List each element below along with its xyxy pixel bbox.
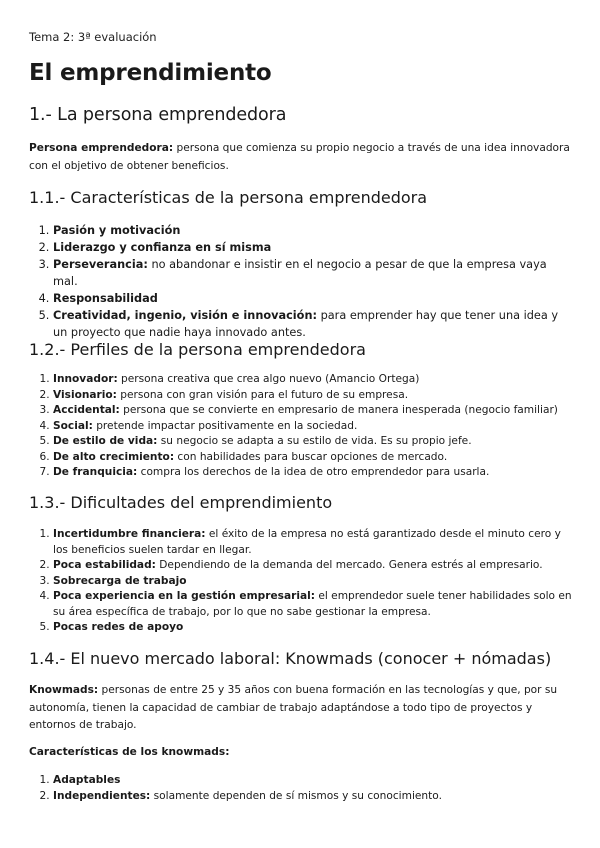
profiles-list — [29, 372, 573, 481]
list-item-text: el emprendedor suele tener habilidades solo en su área específica de trabajo, por lo que no sabe gestionar la empresa. — [53, 590, 572, 618]
list-item — [53, 465, 573, 481]
list-item-term: Visionario: — [53, 388, 117, 401]
list-item-term: Poca estabilidad: — [53, 559, 156, 571]
list-item — [53, 307, 573, 341]
list-item — [53, 527, 573, 558]
list-item — [53, 222, 573, 239]
list-item-term: Pocas redes de apoyo — [53, 621, 184, 633]
list-item-text: persona creativa que crea algo nuevo (Amancio Ortega) — [117, 373, 420, 385]
section-heading-1-3: 1.3.- Dificultades del emprendimiento — [29, 493, 333, 512]
list-item-term: Liderazgo y confianza en sí misma — [53, 241, 272, 254]
list-item — [53, 419, 573, 435]
list-item — [53, 388, 573, 404]
characteristics-list — [29, 222, 573, 341]
difficulties-list — [29, 527, 573, 636]
section-heading-1-1: 1.1.- Características de la persona emprendedora — [29, 188, 428, 207]
list-item-text: persona que se convierte en empresario de manera inesperada (negocio familiar) — [119, 404, 558, 416]
list-item-text: el éxito de la empresa no está garantizado desde el minuto cero y los beneficios suelen tardar en llegar. — [53, 528, 561, 556]
list-item — [53, 773, 573, 789]
list-item-term: Innovador: — [53, 373, 118, 385]
list-item-term: De franquicia: — [53, 466, 138, 478]
section-heading-1: 1.- La persona emprendedora — [29, 105, 287, 125]
list-item-text: con habilidades para buscar opciones de mercado. — [174, 450, 448, 463]
list-item-term: Creatividad, ingenio, visión e innovación: — [53, 309, 317, 322]
list-item — [53, 372, 573, 388]
list-item-term: Responsabilidad — [53, 292, 158, 305]
list-item-term: Incertidumbre financiera: — [53, 528, 206, 540]
definition-paragraph — [29, 140, 574, 175]
list-item-term: De estilo de vida: — [53, 435, 158, 447]
list-item-term: Independientes: — [53, 789, 151, 802]
definition-term: Persona emprendedora: — [29, 142, 174, 154]
list-item-term: Accidental: — [53, 404, 120, 416]
list-item — [53, 558, 573, 574]
list-item-text: pretende impactar positivamente en la sociedad. — [92, 419, 358, 432]
list-item-term: Social: — [53, 419, 93, 432]
list-item-text: compra los derechos de la idea de otro emprendedor para usarla. — [137, 466, 490, 478]
list-item — [53, 256, 573, 290]
list-item-term: Sobrecarga de trabajo — [53, 574, 187, 587]
list-item — [53, 574, 573, 590]
list-item — [53, 239, 573, 256]
list-item-text: para emprender hay que tener una idea y un proyecto que nadie haya innovado antes. — [53, 309, 559, 339]
list-item — [53, 620, 573, 636]
page-title: El emprendimiento — [29, 60, 272, 86]
list-item-text: persona con gran visión para el futuro de su empresa. — [116, 388, 409, 401]
list-item-term: De alto crecimiento: — [53, 450, 175, 463]
knowmads-subheading: Características de los knowmads: — [29, 746, 230, 758]
section-heading-1-4: 1.4.- El nuevo mercado laboral: Knowmads (conocer + nómadas) — [29, 649, 552, 668]
list-item-text: Dependiendo de la demanda del mercado. Genera estrés al empresario. — [155, 559, 543, 571]
list-item — [53, 434, 573, 450]
list-item-text: su negocio se adapta a su estilo de vida. Es su propio jefe. — [157, 435, 472, 447]
knowmads-paragraph — [29, 682, 574, 735]
definition-text: persona que comienza su propio negocio a través de una idea innovadora con el objetivo de obtener beneficios. — [29, 142, 570, 172]
list-item-term: Adaptables — [53, 774, 121, 786]
list-item-term: Pasión y motivación — [53, 224, 181, 237]
section-heading-1-2: 1.2.- Perfiles de la persona emprendedora — [29, 340, 366, 359]
list-item — [53, 589, 573, 620]
topic-label: Tema 2: 3ª evaluación — [29, 30, 157, 44]
knowmads-text: personas de entre 25 y 35 años con buena formación en las tecnologías y que, por su autonomía, tienen la capacidad de cambiar de trabajo adaptándose a todo tipo de proyectos y entornos de trabajo. — [29, 684, 558, 731]
list-item — [53, 450, 573, 466]
knowmads-term: Knowmads: — [29, 684, 99, 696]
list-item — [53, 290, 573, 307]
list-item-term: Poca experiencia en la gestión empresarial: — [53, 590, 315, 602]
list-item-text: solamente dependen de sí mismos y su conocimiento. — [150, 789, 442, 802]
list-item-text: no abandonar e insistir en el negocio a pesar de que la empresa vaya mal. — [53, 258, 547, 288]
list-item — [53, 403, 573, 419]
list-item-term: Perseverancia: — [53, 258, 148, 271]
list-item — [53, 789, 573, 805]
knowmads-list — [29, 773, 573, 804]
